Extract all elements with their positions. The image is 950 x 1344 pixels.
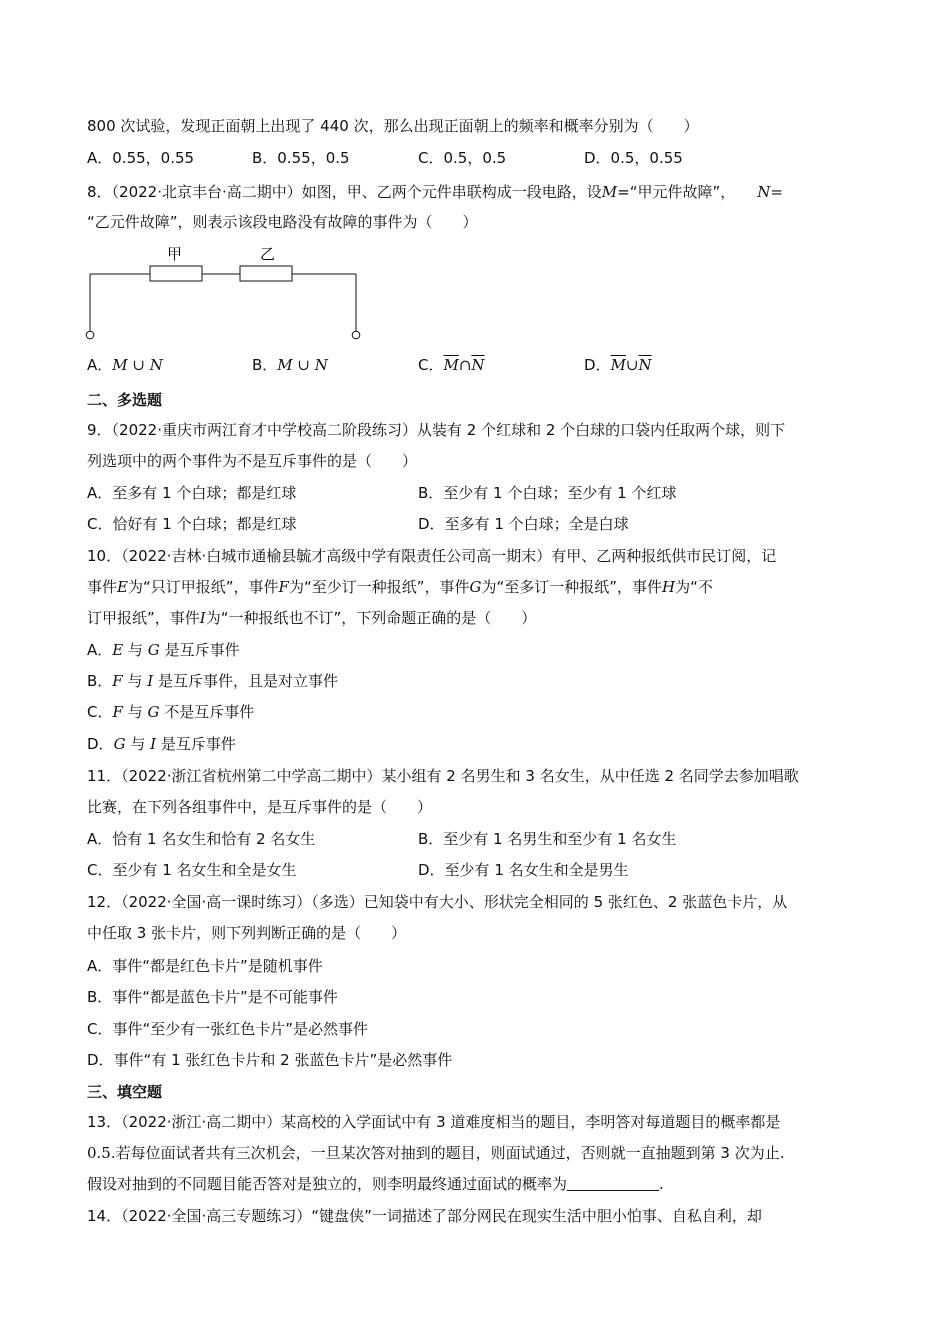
q10-option-b: B．F 与 I 是互斥事件，且是对立事件 [87, 672, 339, 690]
component-yi-resistor [240, 266, 292, 281]
q14-stem-line1: 14．（2022·全国·高三专题练习）“键盘侠”一词描述了部分网民在现实生活中胆小怕事、自私自利，却 [87, 1207, 762, 1225]
q8-option-b: B．M ∪ N [252, 356, 328, 374]
q10-stem-line1: 10．（2022·吉林·白城市通榆县毓才高级中学有限责任公司高一期末）有甲、乙两种报纸供市民订阅，记 [87, 547, 777, 565]
terminal-right [352, 331, 360, 339]
q7-stem: 800 次试验，发现正面朝上出现了 440 次，那么出现正面朝上的频率和概率分别为（ ） [87, 117, 699, 135]
q11-stem-line2: 比赛，在下列各组事件中，是互斥事件的是（ ） [87, 798, 433, 816]
q13-answer-blank [567, 1176, 659, 1191]
q8-option-c: C．$\overline{M}\cap\overline{N}$ [418, 356, 485, 374]
terminal-left [86, 331, 94, 339]
q7-option-a: A．0.55，0.55 [87, 149, 195, 167]
q8-stem-line1: 8．（2022·北京丰台·高二期中）如图，甲、乙两个元件串联构成一段电路，设M=“甲元件故障”， N= [87, 183, 783, 201]
q11-stem-line1: 11．（2022·浙江省杭州第二中学高二期中）某小组有 2 名男生和 3 名女生，从中任选 2 名同学去参加唱歌 [87, 767, 799, 785]
q12-option-a: A．事件“都是红色卡片”是随机事件 [87, 957, 323, 975]
q8-option-a: A．M ∪ N [87, 356, 163, 374]
q9-option-a: A．至多有 1 个白球；都是红球 [87, 484, 297, 502]
q13-stem-line1: 13．（2022·浙江·高二期中）某高校的入学面试中有 3 道难度相当的题目，李明答对每道题目的概率都是 [87, 1113, 781, 1131]
component-jia-resistor [150, 266, 202, 281]
q7-option-b: B．0.55，0.5 [252, 149, 350, 167]
q12-option-d: D．事件“有 1 张红色卡片和 2 张蓝色卡片”是必然事件 [87, 1051, 453, 1069]
section-multiple-choice-title: 二、多选题 [87, 391, 163, 409]
q12-stem-line2: 中任取 3 张卡片，则下列判断正确的是（ ） [87, 924, 407, 942]
q9-stem-line2: 列选项中的两个事件为不是互斥事件的是（ ） [87, 452, 418, 470]
q8-circuit-diagram [80, 240, 370, 346]
q11-option-c: C．至少有 1 名女生和全是女生 [87, 861, 297, 879]
q12-option-c: C．事件“至少有一张红色卡片”是必然事件 [87, 1020, 369, 1038]
q11-option-b: B．至少有 1 名男生和至少有 1 名女生 [418, 830, 677, 848]
q7-option-c: C．0.5，0.5 [418, 149, 507, 167]
q10-option-a: A．E 与 G 是互斥事件 [87, 641, 240, 659]
q9-stem-line1: 9．（2022·重庆市两江育才中学校高二阶段练习）从装有 2 个红球和 2 个白球的口袋内任取两个球，则下 [87, 421, 786, 439]
section-fill-in-title: 三、填空题 [87, 1083, 163, 1101]
q10-stem-line3: 订甲报纸”，事件I为“一种报纸也不订”，下列命题正确的是（ ） [87, 609, 537, 627]
q11-option-d: D．至少有 1 名女生和全是男生 [418, 861, 629, 879]
q10-option-c: C．F 与 G 不是互斥事件 [87, 703, 255, 721]
q9-option-b: B．至少有 1 个白球；至少有 1 个红球 [418, 484, 677, 502]
q9-option-c: C．恰好有 1 个白球；都是红球 [87, 515, 297, 533]
q12-option-b: B．事件“都是蓝色卡片”是不可能事件 [87, 988, 338, 1006]
q8-option-d: D．$\overline{M}\cup\overline{N}$ [584, 356, 652, 374]
q9-option-d: D．至多有 1 个白球；全是白球 [418, 515, 629, 533]
q12-stem-line1: 12．（2022·全国·高一课时练习）（多选）已知袋中有大小、形状完全相同的 5 张红色、2 张蓝色卡片，从 [87, 893, 788, 911]
q8-stem-line2: “乙元件故障”，则表示该段电路没有故障的事件为（ ） [87, 213, 478, 231]
q10-stem-line2: 事件E为“只订甲报纸”，事件F为“至少订一种报纸”，事件G为“至多订一种报纸”，事件H为“不 [87, 578, 713, 596]
q10-option-d: D．G 与 I 是互斥事件 [87, 735, 236, 753]
component-jia-label: 甲 [167, 245, 183, 263]
component-yi-label: 乙 [260, 245, 276, 263]
q7-option-d: D．0.5，0.55 [584, 149, 683, 167]
q11-option-a: A．恰有 1 名女生和恰有 2 名女生 [87, 830, 316, 848]
q13-stem-line2: 0.5.若每位面试者共有三次机会，一旦某次答对抽到的题目，则面试通过，否则就一直抽题到第 3 次为止. [87, 1144, 785, 1162]
q13-stem-line3: 假设对抽到的不同题目能否答对是独立的，则李明最终通过面试的概率为 . [87, 1175, 664, 1193]
